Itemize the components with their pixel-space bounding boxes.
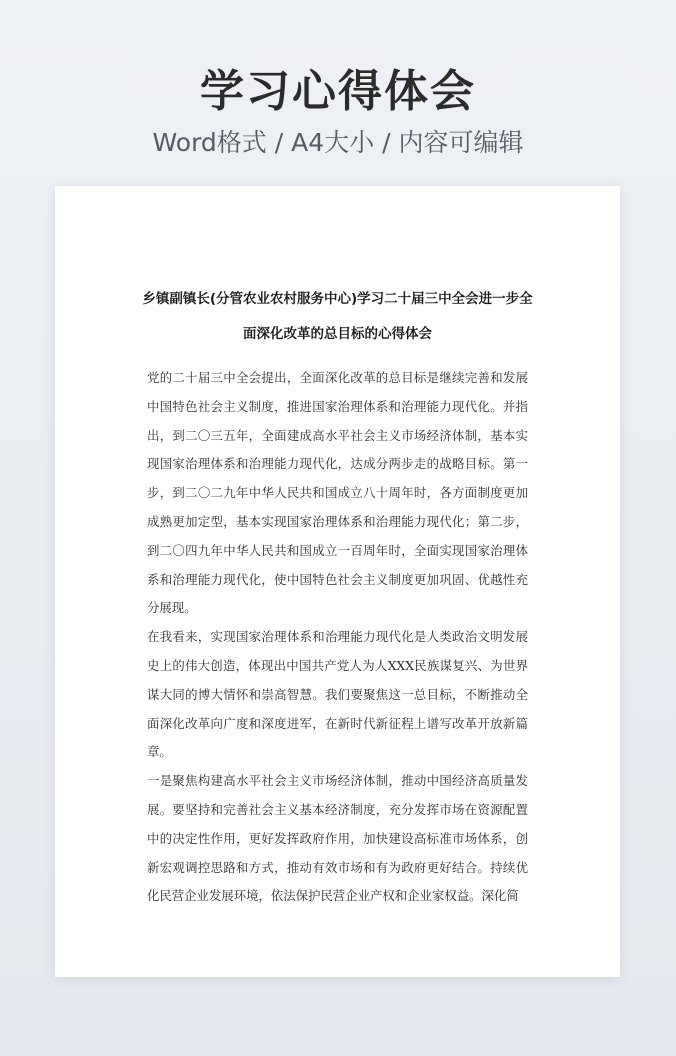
document-paragraph-3: 一是聚焦构建高水平社会主义市场经济体制，推动中国经济高质量发展。要坚持和完善社会主义基本经济制度，充分发挥市场在资源配置中的决定性作用，更好发挥政府作用，加快建设高标准市场体系，创新宏观调控思路和方式，推动有效市场和有为政府更好结合。持续优化民营企业发展环境，依法保护民营企业产权和企业家权益。深化简 — [147, 773, 528, 904]
banner-subtitle: Word格式 / A4大小 / 内容可编辑 — [152, 128, 524, 157]
document-paragraph-1: 党的二十届三中全会提出，全面深化改革的总目标是继续完善和发展中国特色社会主义制度，推进国家治理体系和治理能力现代化。并指出，到二〇三五年，全面建成高水平社会主义市场经济体制，基本实现国家治理体系和治理能力现代化，达成分两步走的战略目标。第一步，到二〇二九年中华人民共和国成立八十周年时，各方面制度更加成熟更加定型，基本实现国家治理体系和治理能力现代化；第二步，到二〇四九年中华人民共和国成立一百周年时，全面实现国家治理体系和治理能力现代化，使中国特色社会主义制度更加巩固、优越性充分展现。 — [147, 370, 528, 616]
document-page — [55, 186, 620, 977]
document-title: 乡镇副镇长(分管农业农村服务中心)学习二十届三中全会进一步全面深化改革的总目标的心得体会 — [142, 291, 533, 342]
banner-header — [0, 62, 676, 160]
document-paragraph-2: 在我看来，实现国家治理体系和治理能力现代化是人类政治文明发展史上的伟大创造，体现出中国共产党人为人XXX民族谋复兴、为世界谋大同的博大情怀和崇高智慧。我们要聚焦这一总目标，不断推动全面深化改革向广度和深度进军，在新时代新征程上谱写改革开放新篇章。 — [147, 629, 528, 760]
banner-title: 学习心得体会 — [200, 66, 476, 117]
